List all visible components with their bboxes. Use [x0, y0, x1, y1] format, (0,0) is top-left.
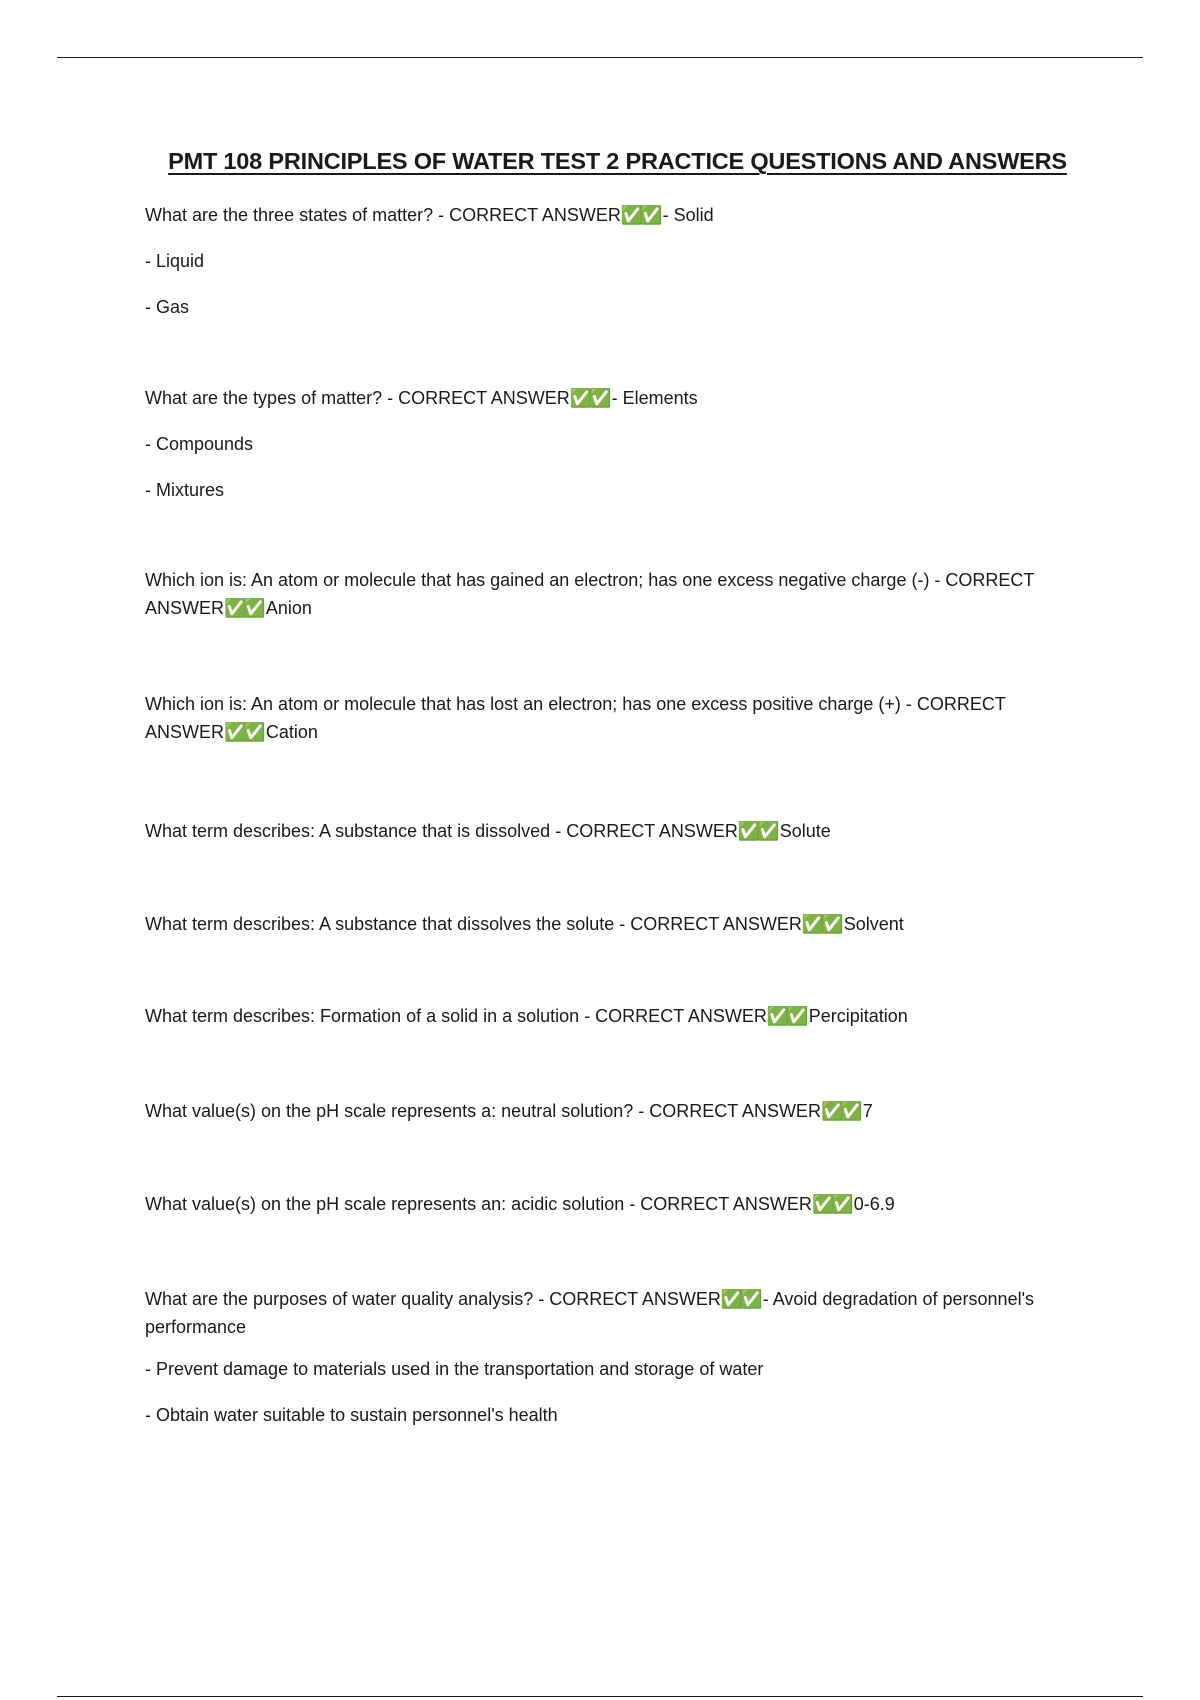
document-title: PMT 108 PRINCIPLES OF WATER TEST 2 PRACTICE QUESTIONS AND ANSWERS	[168, 148, 1067, 174]
answer-text: - Avoid degradation of personnel's performance	[145, 1289, 1035, 1337]
answer-text: Solute	[779, 821, 831, 841]
answer-list-item: - Gas	[145, 297, 190, 317]
answer-text: Solvent	[843, 914, 904, 934]
qa-item	[145, 690, 1065, 746]
double-check-icon: ✅✅	[820, 1101, 860, 1121]
question-line	[145, 1002, 1065, 1030]
question-line	[145, 1190, 1065, 1218]
answer-list-item: - Liquid	[145, 251, 205, 271]
qa-item	[145, 910, 1065, 938]
question-text: What term describes: A substance that dissolves the solute - CORRECT ANSWER	[145, 914, 802, 934]
answer-text: - Solid	[662, 205, 714, 225]
question-line	[145, 384, 1065, 412]
question-line	[145, 1285, 1065, 1341]
qa-item	[145, 1097, 1065, 1125]
qa-item	[145, 566, 1065, 622]
question-text: Which ion is: An atom or molecule that has gained an electron; has one excess negative charge (-) - CORRECT ANSWER	[145, 570, 1035, 618]
header-rule	[57, 57, 1143, 58]
answer-text: Percipitation	[808, 1006, 908, 1026]
double-check-icon: ✅✅	[620, 205, 660, 225]
question-text: What term describes: Formation of a solid in a solution - CORRECT ANSWER	[145, 1006, 767, 1026]
question-line	[145, 201, 1065, 229]
question-text: What are the three states of matter? - CORRECT ANSWER	[145, 205, 621, 225]
double-check-icon: ✅✅	[569, 388, 609, 408]
answer-list-item: - Compounds	[145, 434, 254, 454]
answer-text: - Elements	[611, 388, 698, 408]
double-check-icon: ✅✅	[224, 598, 263, 618]
qa-item	[145, 817, 1065, 845]
question-text: Which ion is: An atom or molecule that has lost an electron; has one excess positive charge (+) - CORRECT ANSWER	[145, 694, 1006, 742]
double-check-icon: ✅✅	[224, 722, 263, 742]
qa-item	[145, 1285, 1065, 1429]
answer-text: Cation	[265, 722, 318, 742]
double-check-icon: ✅✅	[801, 914, 841, 934]
question-text: What are the purposes of water quality analysis? - CORRECT ANSWER	[145, 1289, 721, 1309]
answer-list-item: - Prevent damage to materials used in the transportation and storage of water	[145, 1359, 764, 1379]
double-check-icon: ✅✅	[766, 1006, 806, 1026]
answer-list-item: - Mixtures	[145, 480, 225, 500]
question-text: What value(s) on the pH scale represents a: neutral solution? - CORRECT ANSWER	[145, 1101, 821, 1121]
question-line	[145, 817, 1065, 845]
question-line	[145, 690, 1065, 746]
qa-item	[145, 1190, 1065, 1218]
answer-text: Anion	[265, 598, 312, 618]
question-text: What value(s) on the pH scale represents an: acidic solution - CORRECT ANSWER	[145, 1194, 812, 1214]
footer-rule	[57, 1696, 1143, 1697]
question-text: What term describes: A substance that is dissolved - CORRECT ANSWER	[145, 821, 738, 841]
answer-list-item: - Obtain water suitable to sustain personnel's health	[145, 1405, 558, 1425]
question-text: What are the types of matter? - CORRECT ANSWER	[145, 388, 570, 408]
double-check-icon: ✅✅	[811, 1194, 851, 1214]
qa-item	[145, 201, 1065, 321]
answer-text: 7	[862, 1101, 873, 1121]
question-line	[145, 910, 1065, 938]
answer-text: 0-6.9	[853, 1194, 895, 1214]
double-check-icon: ✅✅	[737, 821, 777, 841]
qa-item	[145, 1002, 1065, 1030]
question-line	[145, 1097, 1065, 1125]
question-line	[145, 566, 1065, 622]
double-check-icon: ✅✅	[720, 1289, 760, 1309]
qa-item	[145, 384, 1065, 504]
